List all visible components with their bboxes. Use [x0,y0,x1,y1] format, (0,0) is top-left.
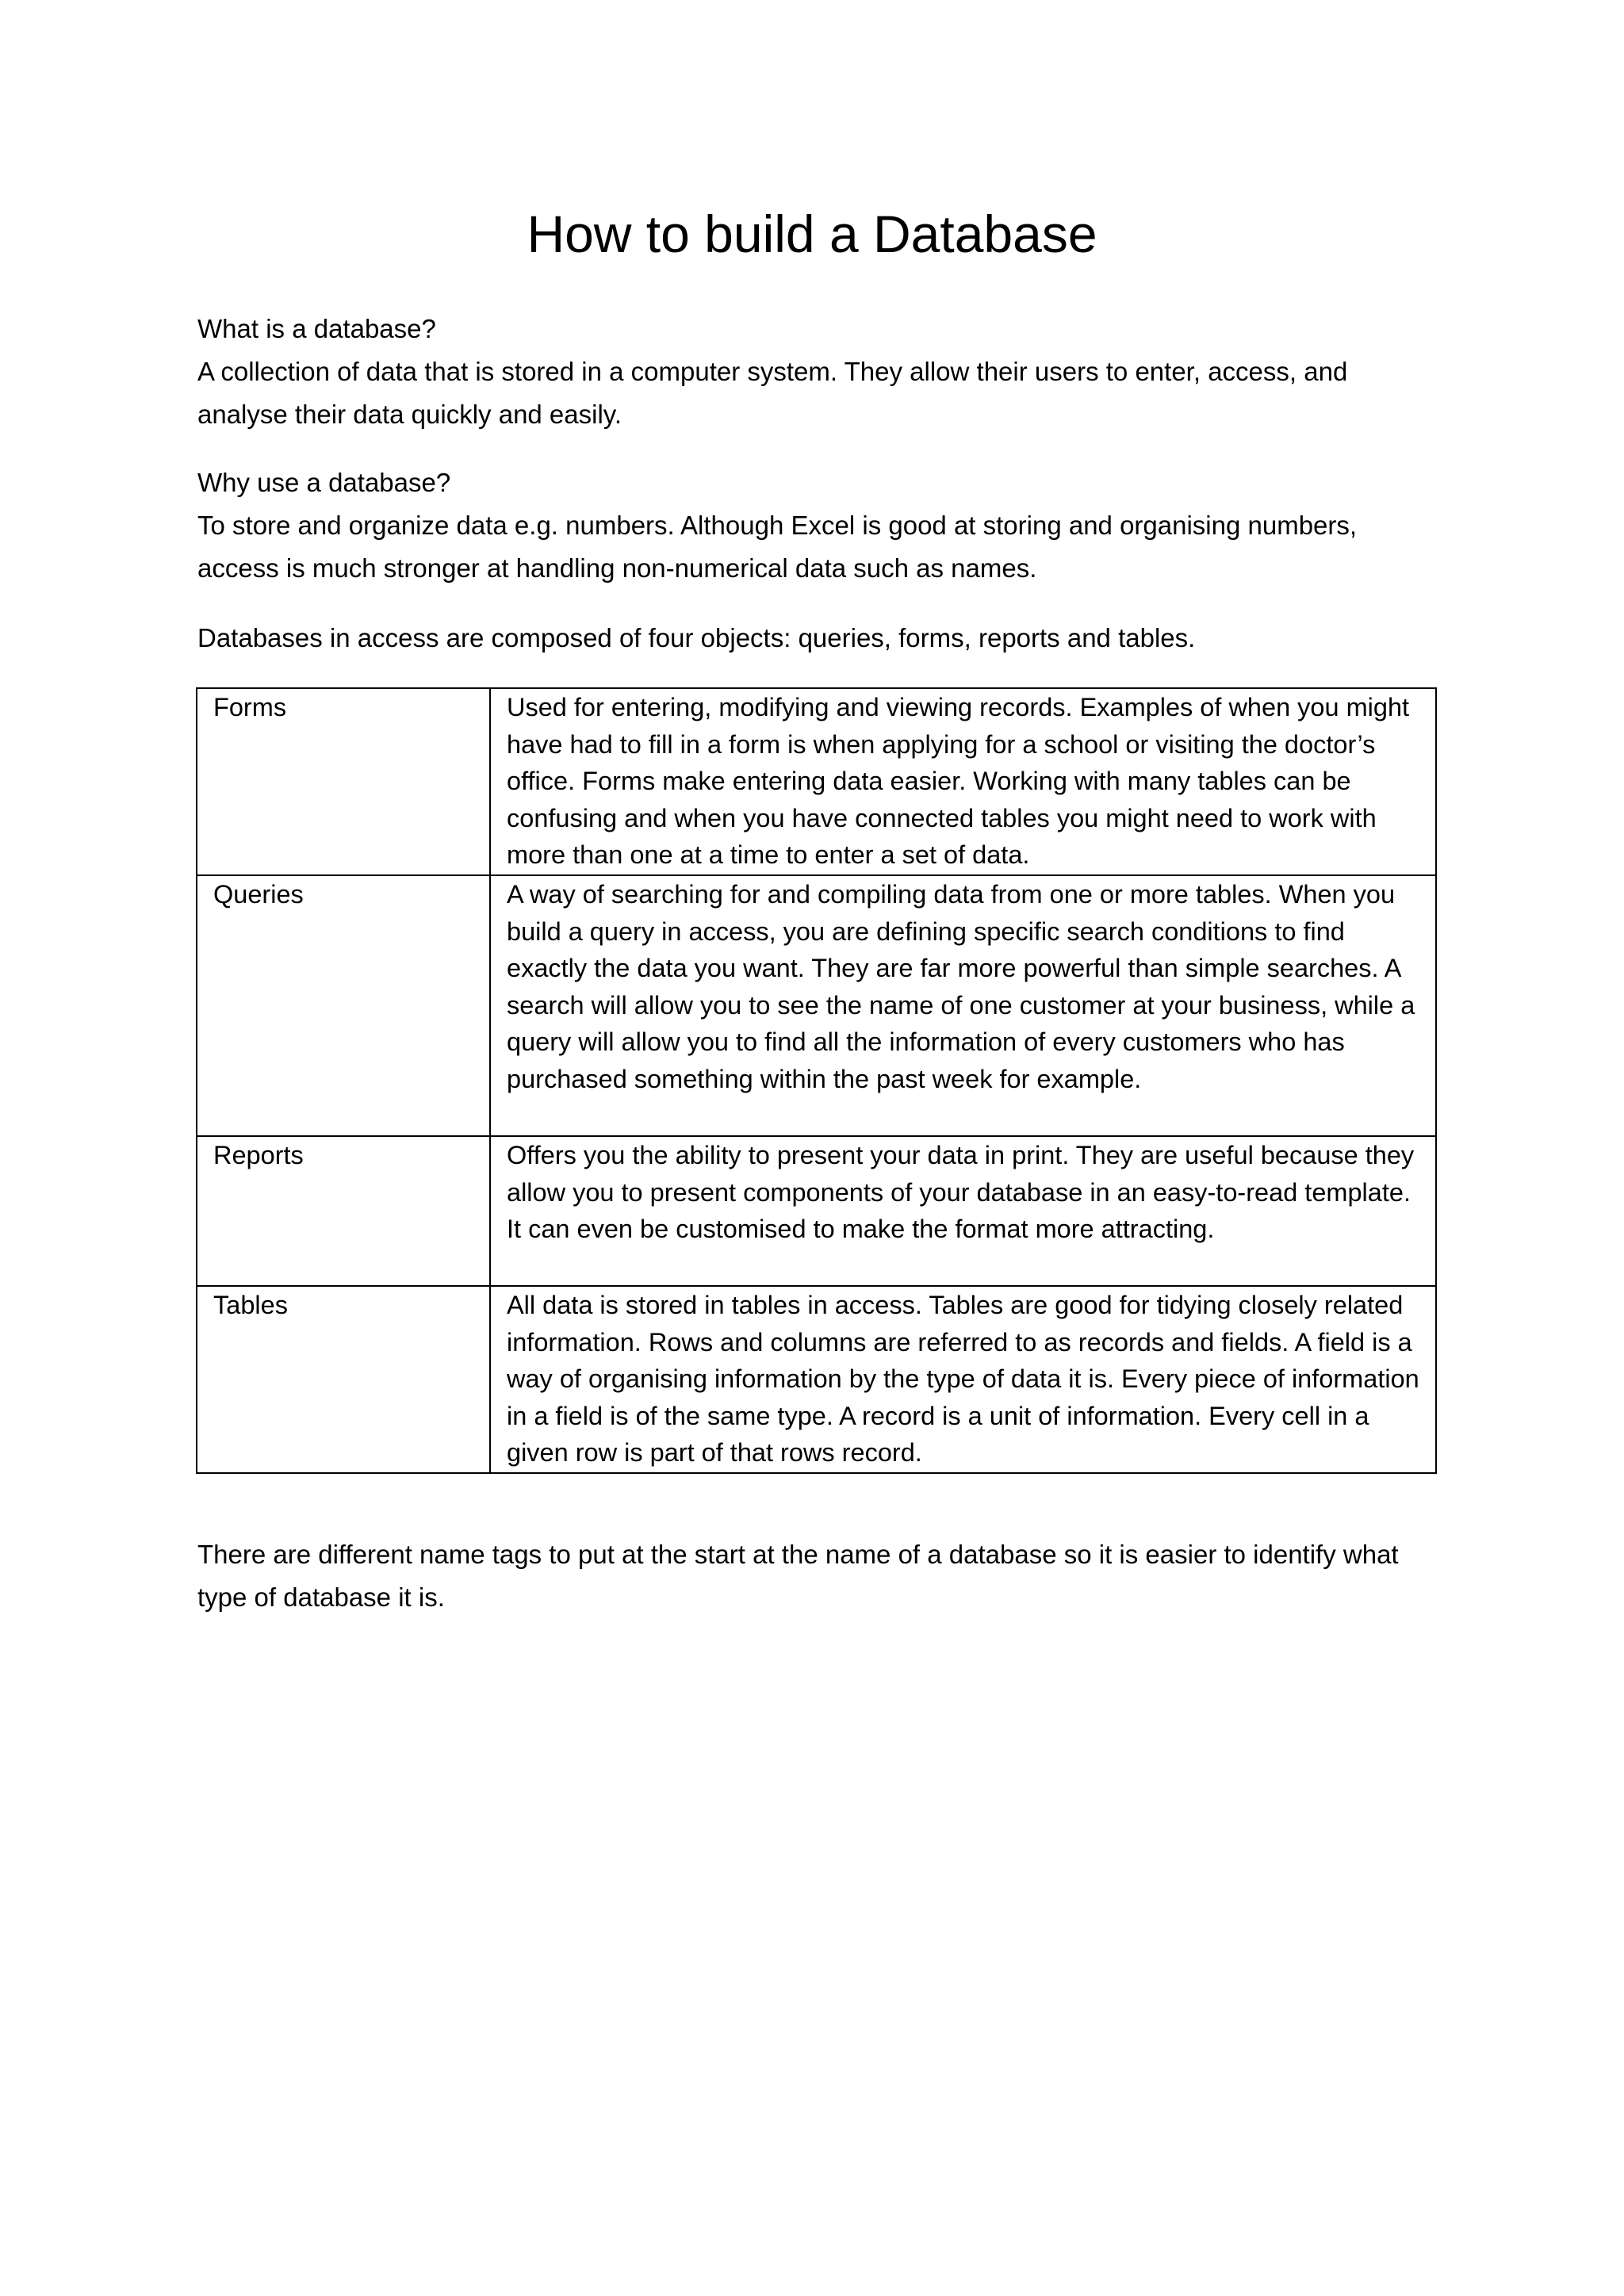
table-cell-description: Offers you the ability to present your data in print. They are useful because they allow you to present components of your database in an easy-to-read template. It can even be customised to make the format more attracting. [490,1136,1436,1286]
table-cell-term: Reports [197,1136,490,1286]
table-cell-description: Used for entering, modifying and viewing records. Examples of when you might have had to fill in a form is when applying for a school or visiting the doctor’s office. Forms make entering data easier. Working with many tables can be confusing and when you have connected tables you might need to work with more than one at a time to enter a set of data. [490,688,1436,875]
what-is-database-section [197,308,1442,436]
table-cell-description: All data is stored in tables in access. Tables are good for tidying closely related information. Rows and columns are referred to as records and fields. A field is a way of organising information by the type of data it is. Every piece of information in a field is of the same type. A record is a unit of information. Every cell in a given row is part of that rows record. [490,1286,1436,1473]
table-row [197,688,1436,875]
what-is-database-heading: What is a database? [197,314,436,343]
table-cell-description: A way of searching for and compiling data from one or more tables. When you build a query in access, you are defining specific search conditions to find exactly the data you want. They are far more powerful than simple searches. A search will allow you to see the name of one customer at your business, while a query will allow you to find all the information of every customers who has purchased something within the past week for example. [490,875,1436,1136]
page-title: How to build a Database [527,205,1097,263]
why-use-database-section [197,461,1442,590]
table-row [197,1136,1436,1286]
database-objects-table [196,687,1437,1474]
table-cell-term: Queries [197,875,490,1136]
why-use-database-body: To store and organize data e.g. numbers. Although Excel is good at storing and organising numbers, access is much stronger at handling non-numerical data such as names. [197,511,1358,583]
table-row [197,1286,1436,1473]
name-tags-section [197,1533,1442,1619]
what-is-database-body: A collection of data that is stored in a computer system. They allow their users to enter, access, and analyse their data quickly and easily. [197,357,1348,429]
database-objects-intro-section [197,617,1442,660]
why-use-database-heading: Why use a database? [197,468,451,497]
database-objects-intro: Databases in access are composed of four objects: queries, forms, reports and tables. [197,623,1196,652]
table-cell-term: Forms [197,688,490,875]
table-row [197,875,1436,1136]
name-tags-paragraph: There are different name tags to put at the start at the name of a database so it is easier to identify what type of database it is. [197,1540,1399,1612]
table-cell-term: Tables [197,1286,490,1473]
